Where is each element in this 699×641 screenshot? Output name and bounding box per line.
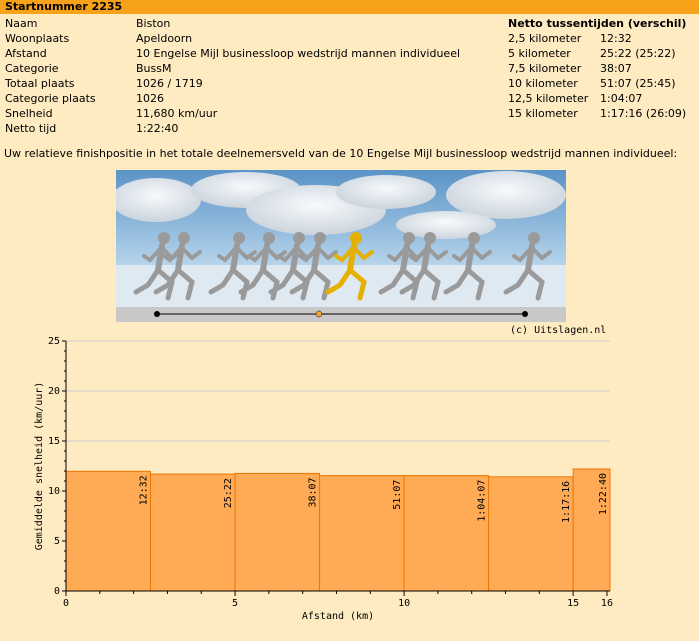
bar-time-label: 38:07 xyxy=(307,477,319,508)
split-times xyxy=(508,16,686,121)
split-row xyxy=(508,46,686,61)
info-label: Categorie plaats xyxy=(5,92,96,105)
info-value: 1026 xyxy=(136,92,164,105)
split-value: 1:17:16 (26:09) xyxy=(600,107,687,120)
info-label: Categorie xyxy=(5,62,59,75)
split-value: 1:04:07 xyxy=(600,92,643,105)
info-value: 1:22:40 xyxy=(136,122,179,135)
info-label: Woonplaats xyxy=(5,32,70,45)
y-tick-label: 0 xyxy=(53,586,60,597)
y-tick-label: 25 xyxy=(47,336,60,347)
split-label: 15 kilometer xyxy=(508,107,578,120)
split-row xyxy=(508,61,686,76)
bar-time-label: 12:32 xyxy=(138,475,150,506)
info-label: Netto tijd xyxy=(5,122,57,135)
split-row xyxy=(508,76,686,91)
x-tick-label: 10 xyxy=(398,598,411,609)
split-row xyxy=(508,91,686,106)
bar-time-label: 1:17:16 xyxy=(561,480,573,523)
credit-text: (c) Uitslagen.nl xyxy=(510,325,607,336)
split-value: 25:22 (25:22) xyxy=(600,47,676,60)
split-label: 7,5 kilometer xyxy=(508,62,582,75)
info-value: 10 Engelse Mijl businessloop wedstrijd mannen individueel xyxy=(136,47,461,60)
y-axis-label: Gemiddelde snelheid (km/uur) xyxy=(34,381,45,551)
y-tick-label: 5 xyxy=(53,536,60,547)
split-row xyxy=(508,106,686,121)
bar-time-label: 51:07 xyxy=(392,479,404,510)
x-tick-label: 5 xyxy=(232,598,239,609)
x-tick-label: 0 xyxy=(62,598,70,609)
bar-time-label: 1:04:07 xyxy=(476,479,488,522)
info-value: Apeldoorn xyxy=(136,32,193,45)
position-start-dot xyxy=(154,311,160,317)
position-end-dot xyxy=(522,311,528,317)
split-label: 10 kilometer xyxy=(508,77,578,90)
split-row xyxy=(508,31,686,46)
info-label: Afstand xyxy=(5,47,47,60)
info-label: Snelheid xyxy=(5,107,53,120)
position-marker xyxy=(316,311,322,317)
info-value: Biston xyxy=(136,17,171,30)
start-number-header: Startnummer 2235 xyxy=(0,0,699,14)
x-tick-label: 15 xyxy=(567,598,580,609)
split-value: 38:07 xyxy=(600,62,632,75)
split-label: 5 kilometer xyxy=(508,47,571,60)
bar-time-label: 25:22 xyxy=(223,478,235,509)
bar-time-label: 1:22:40 xyxy=(598,473,609,516)
y-tick-label: 10 xyxy=(47,486,60,497)
finish-position-graphic xyxy=(116,170,566,322)
speed-chart xyxy=(0,330,699,641)
split-times-title: Netto tussentijden (verschil) xyxy=(508,17,687,30)
y-tick-label: 20 xyxy=(47,386,60,397)
info-value: BussM xyxy=(136,62,172,75)
info-value: 11,680 km/uur xyxy=(136,107,218,120)
info-value: 1026 / 1719 xyxy=(136,77,203,90)
split-value: 51:07 (25:45) xyxy=(600,77,676,90)
split-value: 12:32 xyxy=(600,32,632,45)
y-tick-label: 15 xyxy=(47,436,60,447)
info-label: Naam xyxy=(5,17,38,30)
info-label: Totaal plaats xyxy=(5,77,75,90)
position-description: Uw relatieve finishpositie in het totale deelnemersveld van de 10 Engelse Mijl businessloop wedstrijd mannen individueel: xyxy=(4,147,678,160)
x-tick-label: 16 xyxy=(600,598,613,609)
split-label: 12,5 kilometer xyxy=(508,92,589,105)
split-label: 2,5 kilometer xyxy=(508,32,582,45)
x-axis-label: Afstand (km) xyxy=(301,611,375,622)
